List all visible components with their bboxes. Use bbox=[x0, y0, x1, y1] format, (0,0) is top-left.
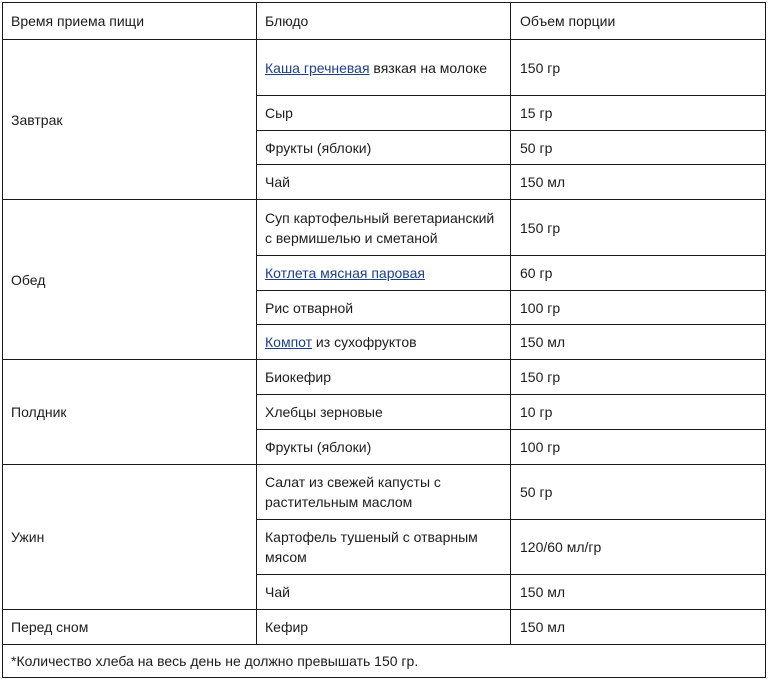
footnote bbox=[3, 645, 765, 677]
dish-rest: из сухофруктов bbox=[312, 334, 417, 350]
portion-text: 60 гр bbox=[520, 265, 553, 281]
portion-text: 150 мл bbox=[520, 334, 566, 350]
portion-text: 50 гр bbox=[520, 139, 553, 156]
portion-text: 10 гр bbox=[520, 404, 553, 420]
dish-text: Чай bbox=[265, 584, 290, 600]
portion-cell bbox=[511, 520, 765, 575]
dish-cell bbox=[257, 96, 511, 131]
meal-breakfast bbox=[3, 40, 257, 200]
dish-text: Биокефир bbox=[265, 369, 331, 385]
dish-rest: вязкая на молоке bbox=[369, 59, 488, 76]
dish-text: Картофель тушеный с отварным мясом bbox=[265, 529, 478, 565]
portion-text: 150 мл bbox=[520, 584, 566, 600]
dish-cell bbox=[257, 40, 511, 96]
dish-text bbox=[265, 263, 425, 283]
dish-cell bbox=[257, 165, 511, 200]
dish-cell bbox=[257, 200, 511, 256]
dish-cell bbox=[257, 575, 511, 610]
portion-text: 100 гр bbox=[520, 439, 561, 455]
meal-dinner bbox=[3, 465, 257, 610]
meal-snack-label: Полдник bbox=[11, 404, 67, 420]
portion-cell bbox=[511, 360, 765, 395]
portion-text: 120/60 мл/гр bbox=[520, 539, 602, 555]
dish-cell bbox=[257, 131, 511, 165]
portion-cell bbox=[511, 325, 765, 360]
portion-cell bbox=[511, 465, 765, 520]
dish-cell bbox=[257, 325, 511, 360]
dish-text: Фрукты (яблоки) bbox=[265, 139, 372, 156]
portion-cell bbox=[511, 575, 765, 610]
dish-link[interactable]: Компот bbox=[265, 334, 313, 350]
dish-cell bbox=[257, 520, 511, 575]
diet-table bbox=[2, 2, 766, 678]
portion-cell bbox=[511, 430, 765, 465]
dish-text: Фрукты (яблоки) bbox=[265, 439, 372, 455]
portion-text: 150 мл bbox=[520, 174, 566, 190]
footnote-text: *Количество хлеба на весь день не должно превышать 150 гр. bbox=[11, 653, 419, 669]
portion-text: 50 гр bbox=[520, 484, 553, 500]
dish-cell bbox=[257, 430, 511, 465]
header-dish-text: Блюдо bbox=[265, 13, 309, 29]
portion-cell bbox=[511, 96, 765, 131]
dish-text: Чай bbox=[265, 174, 290, 190]
header-portion-text: Объем порции bbox=[520, 13, 616, 29]
header-meal-time-text: Время приема пищи bbox=[11, 13, 145, 29]
dish-cell bbox=[257, 256, 511, 291]
portion-cell bbox=[511, 165, 765, 200]
portion-text: 150 гр bbox=[520, 59, 561, 76]
dish-link[interactable]: Каша гречневая bbox=[265, 59, 370, 76]
dish-cell bbox=[257, 395, 511, 430]
meal-breakfast-label: Завтрак bbox=[11, 111, 63, 128]
meal-bedtime bbox=[3, 610, 257, 645]
portion-text: 15 гр bbox=[520, 105, 553, 121]
dish-text: Хлебцы зерновые bbox=[265, 404, 383, 420]
meal-lunch bbox=[3, 200, 257, 360]
dish-link[interactable]: Котлета мясная паровая bbox=[265, 265, 425, 281]
dish-text: Суп картофельный вегетарианский с вермишелью и сметаной bbox=[265, 209, 495, 246]
dish-text: Сыр bbox=[265, 105, 293, 121]
meal-snack bbox=[3, 360, 257, 465]
portion-cell bbox=[511, 131, 765, 165]
portion-cell bbox=[511, 610, 765, 645]
portion-cell bbox=[511, 40, 765, 96]
header-portion bbox=[511, 3, 765, 40]
dish-cell bbox=[257, 291, 511, 325]
portion-cell bbox=[511, 256, 765, 291]
dish-cell bbox=[257, 610, 511, 645]
dish-text: Рис отварной bbox=[265, 299, 354, 316]
portion-text: 100 гр bbox=[520, 299, 561, 316]
dish-cell bbox=[257, 465, 511, 520]
header-dish bbox=[257, 3, 511, 40]
portion-cell bbox=[511, 291, 765, 325]
header-meal-time bbox=[3, 3, 257, 40]
portion-text: 150 гр bbox=[520, 219, 561, 236]
portion-cell bbox=[511, 200, 765, 256]
dish-text bbox=[265, 332, 417, 352]
dish-text: Кефир bbox=[265, 619, 309, 635]
portion-text: 150 мл bbox=[520, 619, 566, 635]
meal-bedtime-label: Перед сном bbox=[11, 619, 89, 635]
portion-text: 150 гр bbox=[520, 369, 561, 385]
dish-text: Салат из свежей капусты с растительным маслом bbox=[265, 474, 441, 510]
portion-cell bbox=[511, 395, 765, 430]
meal-dinner-label: Ужин bbox=[11, 529, 45, 545]
dish-text bbox=[265, 58, 487, 78]
meal-lunch-label: Обед bbox=[11, 271, 46, 288]
dish-cell bbox=[257, 360, 511, 395]
